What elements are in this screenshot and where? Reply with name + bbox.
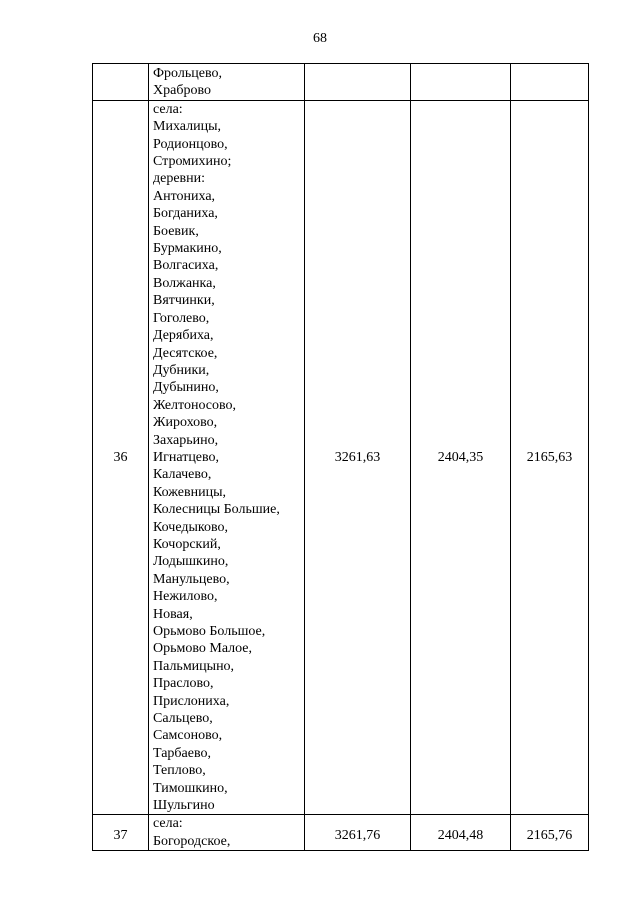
settlement-name: Десятское, xyxy=(153,345,218,361)
settlement-name: Теплово, xyxy=(153,763,206,779)
settlements-cell xyxy=(149,100,305,815)
row-number-cell xyxy=(93,64,149,101)
settlement-name: Лодышкино, xyxy=(153,554,229,570)
settlement-name: Боевик, xyxy=(153,223,199,239)
settlement-name: Нежилово, xyxy=(153,589,218,605)
settlement-name: села: xyxy=(153,101,183,117)
settlement-name: Желтоносово, xyxy=(153,397,237,413)
table-row xyxy=(93,815,589,851)
settlement-name: Шульгино xyxy=(153,798,215,814)
value-cell-value2: 2404,35 xyxy=(411,100,511,815)
settlement-name: Кочедыково, xyxy=(153,519,228,535)
settlements-cell xyxy=(149,64,305,101)
value-cell-value3: 2165,76 xyxy=(511,815,589,851)
settlement-name: Кожевницы, xyxy=(153,484,226,500)
settlement-name: Дубынино, xyxy=(153,380,219,396)
settlement-name: Волгасиха, xyxy=(153,258,219,274)
settlement-name: Фрольцево, xyxy=(153,66,222,81)
settlement-name: Родионцово, xyxy=(153,136,228,152)
table-body xyxy=(93,64,589,851)
settlement-name: Прислониха, xyxy=(153,693,230,709)
settlement-name: Игнатцево, xyxy=(153,449,220,465)
settlement-name: Кочорский, xyxy=(153,536,221,552)
page-number: 68 xyxy=(313,31,327,46)
settlement-name: Гоголево, xyxy=(153,310,210,326)
settlement-name: Стромихино; xyxy=(153,154,232,170)
settlement-name: Дерябиха, xyxy=(153,328,214,344)
settlement-name: Орьмово Малое, xyxy=(153,641,253,657)
settlement-name: Волжанка, xyxy=(153,275,216,291)
settlement-name: Тимошкино, xyxy=(153,780,228,796)
row-number-cell: 36 xyxy=(93,100,149,815)
table-row xyxy=(93,100,589,815)
value-cell-value2 xyxy=(411,64,511,101)
settlement-name: Храброво xyxy=(153,83,211,99)
settlement-name: Вятчинки, xyxy=(153,293,215,309)
settlement-name: Бурмакино, xyxy=(153,241,222,257)
value-cell-value2: 2404,48 xyxy=(411,815,511,851)
row-number-cell: 37 xyxy=(93,815,149,851)
value-cell-value3: 2165,63 xyxy=(511,100,589,815)
value-cell-value1 xyxy=(305,64,411,101)
settlement-name: Орьмово Большое, xyxy=(153,624,266,639)
settlement-name: Новая, xyxy=(153,606,193,622)
settlement-name: Пальмицыно, xyxy=(153,658,235,674)
settlement-name: села: xyxy=(153,816,183,832)
settlement-name: Колесницы Большие, xyxy=(153,502,280,518)
settlement-name: Богородское, xyxy=(153,833,231,849)
settlement-name: деревни: xyxy=(153,171,206,187)
settlement-name: Дубники, xyxy=(153,362,210,378)
settlement-name: Сальцево, xyxy=(153,711,213,727)
table-row xyxy=(93,64,589,101)
settlement-name: Праслово, xyxy=(153,676,214,692)
settlement-name: Манульцево, xyxy=(153,571,230,587)
settlement-name: Калачево, xyxy=(153,467,212,483)
data-table xyxy=(92,63,589,851)
settlements-cell xyxy=(149,815,305,851)
value-cell-value3 xyxy=(511,64,589,101)
settlement-name: Захарьино, xyxy=(153,432,219,448)
settlement-name: Михалицы, xyxy=(153,119,221,135)
settlement-name: Самсоново, xyxy=(153,728,223,744)
settlement-name: Жирохово, xyxy=(153,415,218,431)
value-cell-value1: 3261,76 xyxy=(305,815,411,851)
settlement-name: Антониха, xyxy=(153,188,216,204)
settlement-name: Богданиха, xyxy=(153,206,218,222)
settlement-name: Тарбаево, xyxy=(153,745,211,761)
value-cell-value1: 3261,63 xyxy=(305,100,411,815)
